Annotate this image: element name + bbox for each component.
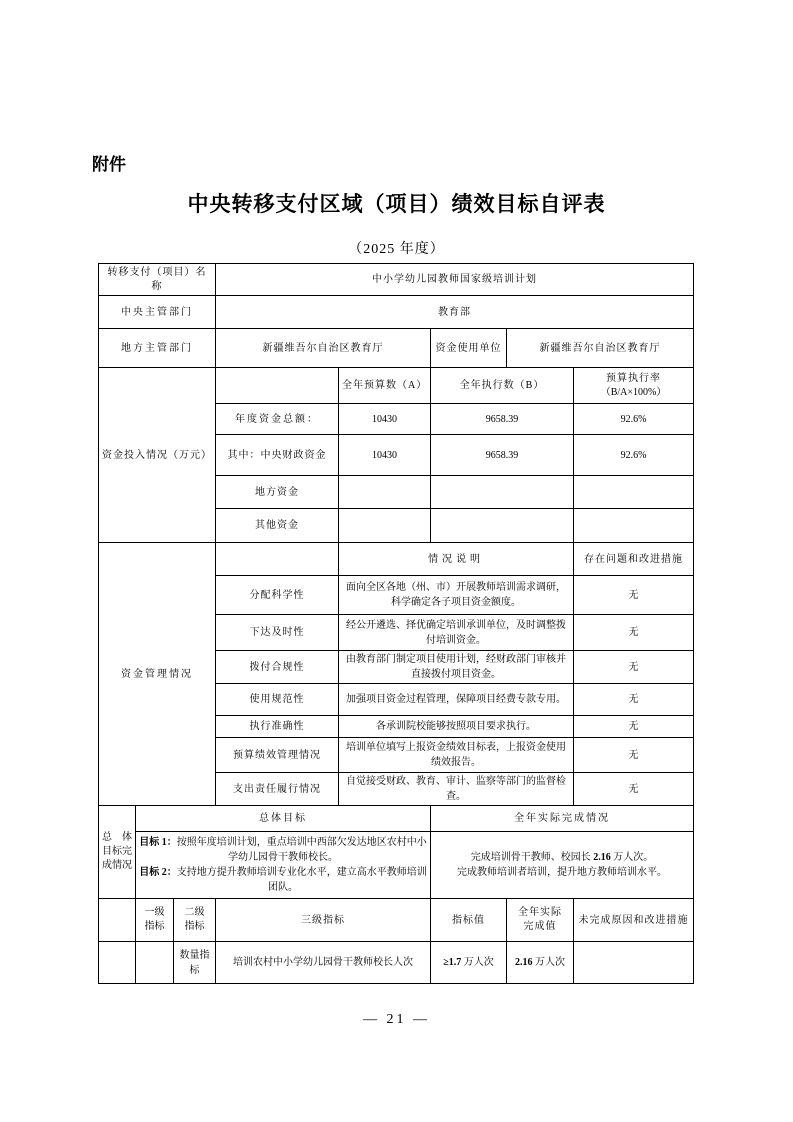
actual-unit: 万人次 bbox=[532, 957, 566, 968]
self-evaluation-table bbox=[98, 263, 694, 984]
overall-section-label-cell bbox=[99, 806, 136, 899]
goal-line bbox=[139, 835, 427, 865]
table-row bbox=[99, 296, 694, 329]
page-title: 中央转移支付区域（项目）绩效目标自评表 bbox=[187, 192, 606, 216]
level2-header-cell bbox=[174, 899, 216, 942]
mgmt-desc-cell: 由教育部门制定项目使用计划，经财政部门审核并直接拨付项目资金。 bbox=[339, 651, 574, 684]
execution-col-header-cell: 全年执行数（B） bbox=[431, 368, 574, 404]
funding-execution-cell: 9658.39 bbox=[431, 435, 574, 476]
target-value-header-cell: 指标值 bbox=[431, 899, 507, 942]
level1-value-cell bbox=[136, 942, 174, 984]
target-unit: 万人次 bbox=[461, 957, 494, 968]
mgmt-issue-cell: 无 bbox=[574, 684, 694, 716]
level2-value-cell: 数量指标 bbox=[174, 942, 216, 984]
funding-blank-header-cell bbox=[216, 368, 339, 404]
local-dept-value-cell: 新疆维吾尔自治区教育厅 bbox=[216, 329, 431, 368]
goal-text: 支持地方提升教师培训专业化水平，建立高水平教师培训团队。 bbox=[176, 867, 427, 893]
actual-text: 完成培训骨干教师、校园长 bbox=[470, 852, 594, 863]
level3-header-cell: 三级指标 bbox=[216, 899, 431, 942]
mgmt-issue-cell: 无 bbox=[574, 716, 694, 738]
mgmt-issue-cell: 无 bbox=[574, 576, 694, 615]
indicator-blank-cell bbox=[99, 942, 136, 984]
overall-actual-content-cell bbox=[431, 832, 694, 899]
overall-actual-header-cell: 全年实际完成情况 bbox=[431, 806, 694, 832]
funding-execution-cell: 9658.39 bbox=[431, 404, 574, 435]
mgmt-desc-cell: 面向全区各地（州、市）开展教师培训需求调研，科学确定各子项目资金额度。 bbox=[339, 576, 574, 615]
fund-user-label-cell: 资金使用单位 bbox=[431, 329, 507, 368]
mgmt-desc-cell: 自觉接受财政、教育、审计、监察等部门的监督检查。 bbox=[339, 773, 574, 806]
target-value-cell bbox=[431, 942, 507, 984]
funding-rate-cell bbox=[574, 476, 694, 509]
level1-header-cell bbox=[136, 899, 174, 942]
level3-value-cell: 培训农村中小学幼儿园骨干教师校长人次 bbox=[216, 942, 431, 984]
overall-goal-header-cell: 总体目标 bbox=[136, 806, 431, 832]
funding-rate-cell: 92.6% bbox=[574, 404, 694, 435]
table-row bbox=[99, 806, 694, 832]
actual-line: 完成教师培训者培训，提升地方教师培训水平。 bbox=[457, 867, 668, 878]
mgmt-issue-cell: 无 bbox=[574, 615, 694, 651]
funding-execution-cell bbox=[431, 509, 574, 543]
goal-label: 目标 1： bbox=[139, 837, 177, 848]
project-name-label-line1: 转移支付（项目）名 bbox=[107, 266, 207, 278]
actual-value-header-cell bbox=[507, 899, 574, 942]
level2-header-line2: 指标 bbox=[184, 921, 205, 932]
funding-section-label-cell: 资金投入情况（万元） bbox=[99, 368, 216, 543]
overall-label-line3: 成情况 bbox=[102, 860, 132, 871]
mgmt-section-label-cell: 资金管理情况 bbox=[99, 543, 216, 806]
actual-number: 2.16 bbox=[515, 957, 533, 968]
actual-line bbox=[434, 850, 690, 865]
table-row bbox=[99, 264, 694, 296]
mgmt-label-cell: 使用规范性 bbox=[216, 684, 339, 716]
mgmt-issue-cell: 无 bbox=[574, 738, 694, 773]
central-dept-label-cell: 中央主管部门 bbox=[99, 296, 216, 329]
reason-header-cell: 未完成原因和改进措施 bbox=[574, 899, 694, 942]
mgmt-desc-cell: 经公开遴选、择优确定培训承训单位，及时调整拨付培训资金。 bbox=[339, 615, 574, 651]
mgmt-label-cell: 执行准确性 bbox=[216, 716, 339, 738]
funding-budget-cell: 10430 bbox=[339, 435, 431, 476]
attachment-label: 附件 bbox=[92, 155, 126, 174]
funding-rate-cell: 92.6% bbox=[574, 435, 694, 476]
overall-goal-content-cell bbox=[136, 832, 431, 899]
overall-label-line2: 目标完 bbox=[102, 846, 132, 857]
actual-number: 2.16 bbox=[593, 852, 611, 863]
level2-header-line1: 二级 bbox=[184, 907, 205, 918]
level1-header-line2: 指标 bbox=[144, 921, 165, 932]
table-row bbox=[99, 368, 694, 404]
reason-cell bbox=[574, 942, 694, 984]
funding-row-label-cell: 地方资金 bbox=[216, 476, 339, 509]
central-dept-value-cell: 教育部 bbox=[216, 296, 694, 329]
goal-text: 按照年度培训计划，重点培训中西部欠发达地区农村中小学幼儿园骨干教师校长。 bbox=[176, 837, 427, 863]
overall-label-line1: 总 体 bbox=[102, 832, 132, 843]
mgmt-label-cell: 支出责任履行情况 bbox=[216, 773, 339, 806]
mgmt-label-cell: 下达及时性 bbox=[216, 615, 339, 651]
indicator-blank-cell bbox=[99, 899, 136, 942]
mgmt-issue-cell: 无 bbox=[574, 651, 694, 684]
local-dept-label-cell: 地方主管部门 bbox=[99, 329, 216, 368]
project-name-value-cell: 中小学幼儿园教师国家级培训计划 bbox=[216, 264, 694, 296]
rate-col-header-cell bbox=[574, 368, 694, 404]
table-row bbox=[99, 543, 694, 576]
actual-header-line2: 完成值 bbox=[523, 921, 557, 932]
budget-col-header-cell: 全年预算数（A） bbox=[339, 368, 431, 404]
mgmt-blank-header-cell bbox=[216, 543, 339, 576]
funding-rate-cell bbox=[574, 509, 694, 543]
target-number: ≥1.7 bbox=[443, 957, 462, 968]
mgmt-desc-cell: 各承训院校能够按照项目要求执行。 bbox=[339, 716, 574, 738]
funding-row-label-cell: 年度资金总额： bbox=[216, 404, 339, 435]
funding-budget-cell bbox=[339, 509, 431, 543]
fund-user-value-cell: 新疆维吾尔自治区教育厅 bbox=[507, 329, 694, 368]
table-row bbox=[99, 832, 694, 899]
page-subtitle: （2025 年度） bbox=[348, 242, 445, 257]
goal-line bbox=[139, 865, 427, 895]
table-row bbox=[99, 329, 694, 368]
mgmt-label-cell: 分配科学性 bbox=[216, 576, 339, 615]
mgmt-desc-cell: 加强项目资金过程管理，保障项目经费专款专用。 bbox=[339, 684, 574, 716]
rate-header-line2: （B/A×100%） bbox=[600, 386, 667, 398]
mgmt-label-cell: 拨付合规性 bbox=[216, 651, 339, 684]
table-row bbox=[99, 942, 694, 984]
actual-text: 万人次。 bbox=[610, 852, 654, 863]
goal-label: 目标 2： bbox=[139, 867, 177, 878]
desc-col-header-cell: 情况说明 bbox=[339, 543, 574, 576]
mgmt-issue-cell: 无 bbox=[574, 773, 694, 806]
funding-row-label-cell: 其他资金 bbox=[216, 509, 339, 543]
funding-execution-cell bbox=[431, 476, 574, 509]
funding-budget-cell bbox=[339, 476, 431, 509]
funding-row-label-cell: 其中：中央财政资金 bbox=[216, 435, 339, 476]
project-name-label-line2: 称 bbox=[151, 280, 163, 292]
table-row bbox=[99, 899, 694, 942]
project-name-label-cell bbox=[99, 264, 216, 296]
mgmt-label-cell: 预算绩效管理情况 bbox=[216, 738, 339, 773]
actual-value-cell bbox=[507, 942, 574, 984]
actual-header-line1: 全年实际 bbox=[518, 907, 563, 918]
mgmt-desc-cell: 培训单位填写上报资金绩效目标表，上报资金使用绩效报告。 bbox=[339, 738, 574, 773]
page-number: — 21 — bbox=[363, 1012, 430, 1027]
level1-header-line1: 一级 bbox=[144, 907, 165, 918]
rate-header-line1: 预算执行率 bbox=[606, 372, 662, 384]
issues-col-header-cell: 存在问题和改进措施 bbox=[574, 543, 694, 576]
funding-budget-cell: 10430 bbox=[339, 404, 431, 435]
